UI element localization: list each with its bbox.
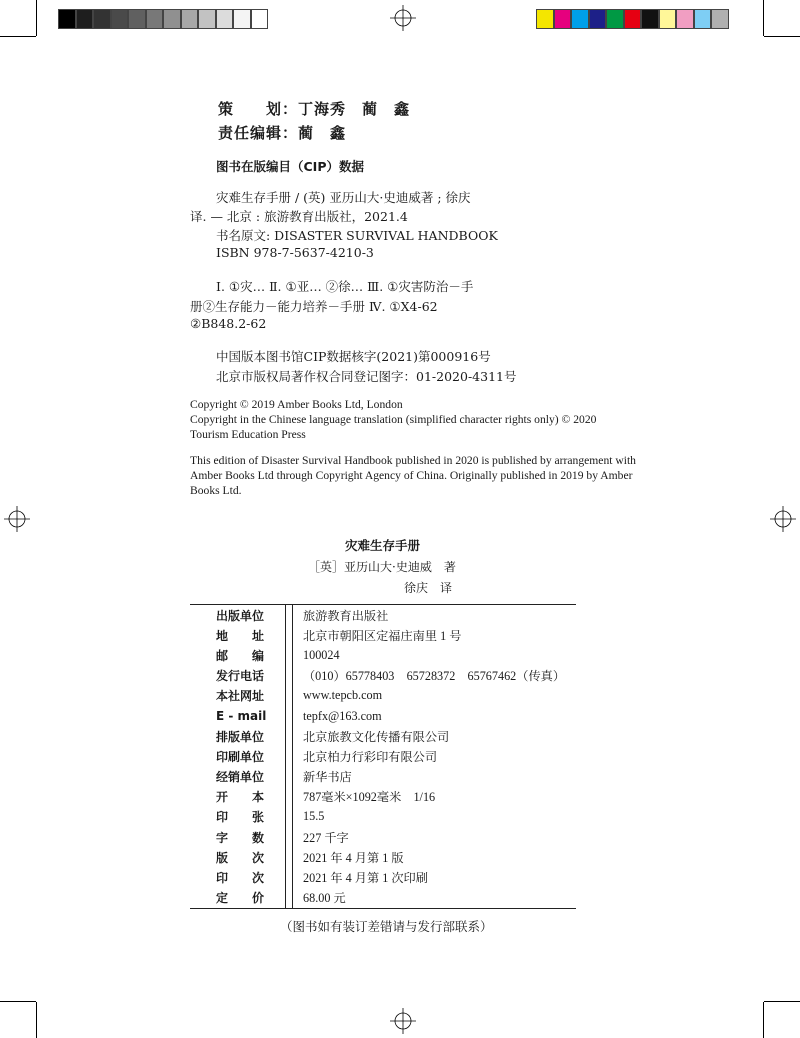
registration-mark-left-icon (4, 506, 30, 532)
info-value: （010）65778403 65728372 65767462（传真） (303, 669, 566, 684)
cip-line-7: ②B848.2-62 (190, 316, 267, 331)
crop-mark-top-left-h (0, 36, 36, 37)
cip-line-8: 中国版本图书馆CIP数据核字(2021)第000916号 (216, 349, 491, 364)
crop-mark-bottom-right-h (764, 1001, 800, 1002)
info-row (190, 767, 576, 787)
planning-label: 策 划： (218, 100, 299, 118)
info-value: 787毫米×1092毫米 1/16 (303, 790, 436, 805)
book-author: ［英］亚历山大·史迪威 著 (308, 560, 456, 574)
copyright-block (190, 397, 650, 442)
edition-notice (190, 453, 650, 498)
edition-line-1: This edition of Disaster Survival Handbook published in 2020 is published by arrangement with (190, 454, 636, 467)
info-key: 经销单位 (216, 770, 265, 785)
cip-line-5: Ⅰ. ①灾… Ⅱ. ①亚… ②徐… Ⅲ. ①灾害防治－手 (216, 279, 474, 294)
color-swatch (589, 9, 607, 29)
info-row (190, 888, 576, 908)
crop-mark-top-right-v (763, 0, 764, 36)
crop-mark-bottom-left-h (0, 1001, 36, 1002)
color-swatch (571, 9, 589, 29)
color-swatch (624, 9, 642, 29)
info-separator (285, 787, 293, 807)
cip-line-9: 北京市版权局著作权合同登记图字：01-2020-4311号 (216, 369, 517, 384)
info-value: 15.5 (303, 809, 325, 824)
info-separator (285, 888, 293, 908)
info-key: 字 数 (216, 830, 265, 845)
info-separator (285, 686, 293, 706)
info-row (190, 787, 576, 807)
cmyk-color-bar (536, 9, 729, 29)
info-key: 本社网址 (216, 689, 265, 704)
info-row (190, 847, 576, 867)
planning-names: 丁海秀 蔺 鑫 (298, 100, 411, 118)
copyright-line-1: Copyright © 2019 Amber Books Ltd, London (190, 398, 403, 411)
info-value: 新华书店 (303, 770, 352, 785)
info-row (190, 746, 576, 766)
color-swatch (694, 9, 712, 29)
editor-name: 蔺 鑫 (298, 124, 347, 142)
color-swatch (641, 9, 659, 29)
info-value: 旅游教育出版社 (303, 608, 389, 623)
info-value: 227 千字 (303, 830, 349, 845)
info-value: tepfx@163.com (303, 708, 382, 723)
info-row (190, 726, 576, 746)
info-separator (285, 746, 293, 766)
copyright-line-2: Copyright in the Chinese language translation (simplified character rights only) © 2020 (190, 413, 597, 426)
crop-mark-top-right-h (764, 36, 800, 37)
info-separator (285, 645, 293, 665)
cip-line-1: 灾难生存手册 / (英) 亚历山大·史迪威著 ; 徐庆 (216, 190, 471, 205)
footnote: （图书如有装订差错请与发行部联系） (280, 919, 493, 934)
book-title: 灾难生存手册 (345, 538, 421, 553)
info-key: 邮 编 (216, 648, 265, 663)
info-row (190, 645, 576, 665)
edition-line-2: Amber Books Ltd through Copyright Agency of China. Originally published in 2019 by Amber (190, 469, 633, 482)
grayscale-swatch (251, 9, 269, 29)
grayscale-swatch (181, 9, 199, 29)
info-separator (285, 726, 293, 746)
publication-info-table (190, 604, 576, 909)
info-key: 印 张 (216, 810, 265, 825)
grayscale-swatch (198, 9, 216, 29)
info-value: 68.00 元 (303, 891, 346, 906)
info-separator (285, 827, 293, 847)
color-swatch (659, 9, 677, 29)
info-separator (285, 666, 293, 686)
grayscale-swatch (58, 9, 76, 29)
grayscale-swatch (233, 9, 251, 29)
cip-title: 图书在版编目（CIP）数据 (216, 159, 364, 174)
info-row (190, 686, 576, 706)
info-row (190, 666, 576, 686)
color-swatch (554, 9, 572, 29)
info-value: 北京市朝阳区定福庄南里 1 号 (303, 628, 462, 643)
info-separator (285, 847, 293, 867)
info-row (190, 827, 576, 847)
editor-credit (218, 122, 346, 143)
crop-mark-top-left-v (36, 0, 37, 36)
info-value: 2021 年 4 月第 1 版 (303, 850, 404, 865)
grayscale-swatch (128, 9, 146, 29)
grayscale-swatch (76, 9, 94, 29)
info-separator (285, 706, 293, 726)
cip-line-6: 册②生存能力－能力培养－手册 Ⅳ. ①X4-62 (190, 299, 438, 314)
editor-label: 责任编辑： (218, 124, 299, 142)
crop-mark-bottom-left-v (36, 1002, 37, 1038)
info-value: 2021 年 4 月第 1 次印刷 (303, 871, 428, 886)
info-key: 发行电话 (216, 669, 265, 684)
info-row (190, 625, 576, 645)
crop-mark-bottom-right-v (763, 1002, 764, 1038)
info-key: 版 次 (216, 850, 265, 865)
book-translator: 徐庆 译 (404, 581, 453, 595)
grayscale-swatch (163, 9, 181, 29)
info-row (190, 867, 576, 887)
info-value: www.tepcb.com (303, 688, 383, 703)
copyright-line-3: Tourism Education Press (190, 428, 306, 441)
registration-mark-top-icon (390, 5, 416, 31)
info-row (190, 605, 576, 625)
info-key: 开 本 (216, 790, 265, 805)
info-key: 印刷单位 (216, 749, 265, 764)
info-key: E - mail (216, 709, 267, 724)
grayscale-swatch (146, 9, 164, 29)
info-row (190, 706, 576, 726)
info-separator (285, 867, 293, 887)
info-separator (285, 807, 293, 827)
info-key: 出版单位 (216, 608, 265, 623)
color-swatch (676, 9, 694, 29)
info-key: 地 址 (216, 628, 265, 643)
cip-line-3: 书名原文: DISASTER SURVIVAL HANDBOOK (216, 228, 498, 243)
edition-line-3: Books Ltd. (190, 484, 242, 497)
info-separator (285, 767, 293, 787)
info-key: 印 次 (216, 871, 265, 886)
color-swatch (536, 9, 554, 29)
registration-mark-right-icon (770, 506, 796, 532)
grayscale-swatch (111, 9, 129, 29)
info-separator (285, 625, 293, 645)
grayscale-color-bar (58, 9, 268, 29)
info-row (190, 807, 576, 827)
color-swatch (711, 9, 729, 29)
info-value: 100024 (303, 647, 340, 662)
grayscale-swatch (93, 9, 111, 29)
info-separator (285, 605, 293, 625)
registration-mark-bottom-icon (390, 1008, 416, 1034)
info-key: 排版单位 (216, 729, 265, 744)
info-key: 定 价 (216, 891, 265, 906)
color-swatch (606, 9, 624, 29)
cip-line-2: 译. — 北京 : 旅游教育出版社，2021.4 (190, 209, 408, 224)
info-value: 北京柏力行彩印有限公司 (303, 749, 438, 764)
grayscale-swatch (216, 9, 234, 29)
planning-credit (218, 98, 410, 119)
cip-line-4: ISBN 978-7-5637-4210-3 (216, 245, 374, 260)
info-value: 北京旅教文化传播有限公司 (303, 729, 450, 744)
